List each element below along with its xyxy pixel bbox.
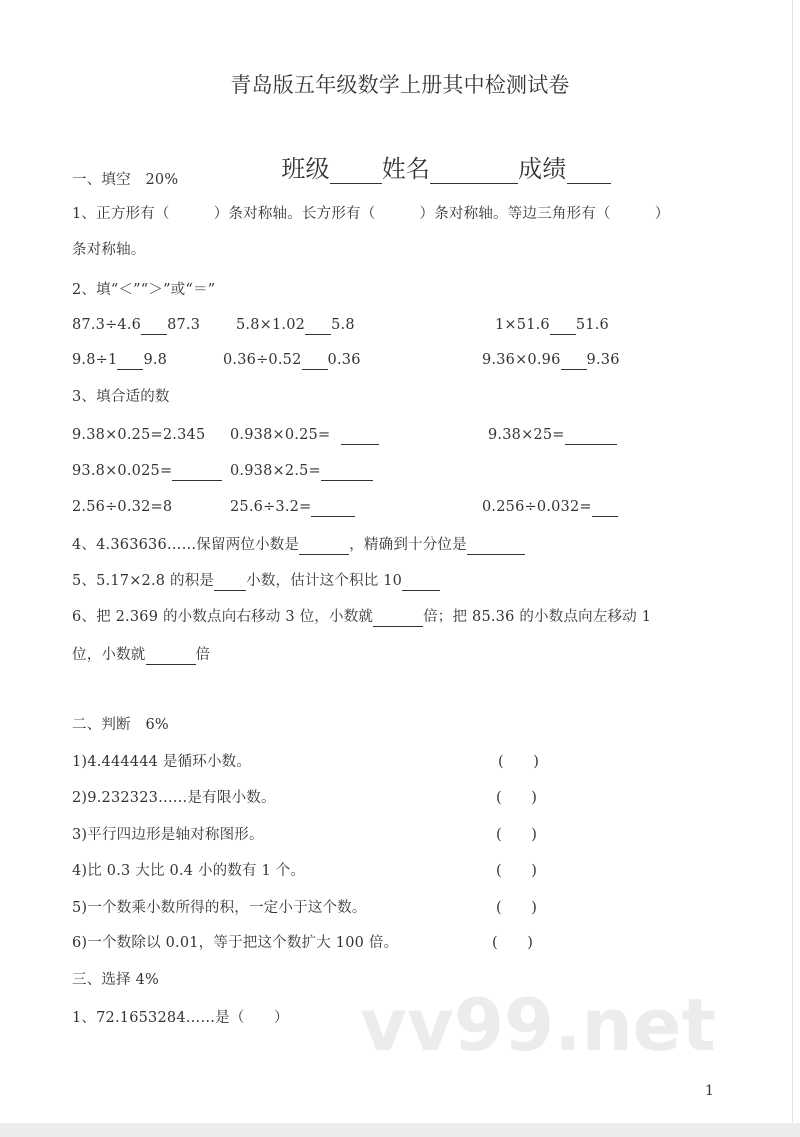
question-text: 3、填合适的数 <box>72 389 170 405</box>
question-text: 1、正方形有（ ）条对称轴。长方形有（ ）条对称轴。等边三角形有（ ） <box>72 206 670 222</box>
answer-blank[interactable] <box>565 426 617 445</box>
answer-blank[interactable] <box>141 316 167 335</box>
choice-question: 1、72.1653284……是（ ） <box>72 1010 289 1026</box>
section-heading: 三、选择 4% <box>72 972 160 988</box>
class-label: 班级 <box>281 155 330 183</box>
question-text: 6、把 2.369 的小数点向右移动 3 位，小数就 倍；把 85.36 的小数点向左移动 1 <box>72 609 652 625</box>
question-text: 4、4.363636……保留两位小数是 ，精确到十分位是 <box>72 535 525 555</box>
fill-item: 2.56÷0.32=8 <box>72 499 173 515</box>
name-label: 姓名 <box>381 155 431 183</box>
question-text: 5、5.17×2.8 的积是 小数，估计这个积比 10 <box>72 571 440 591</box>
student-info-line <box>250 124 611 214</box>
section-heading: 一、填空 20% <box>72 172 179 188</box>
fill-item: 9.38×25= <box>488 425 617 445</box>
answer-bracket[interactable]: ( ) <box>498 754 540 770</box>
compare-item: 1×51.6 51.6 <box>495 317 609 333</box>
judgment-item: 5)一个数乘小数所得的积，一定小于这个数。 <box>72 900 367 916</box>
judgment-item: 1)4.444444 是循环小数。 <box>72 754 252 770</box>
compare-item: 0.36÷0.52 0.36 <box>223 352 361 368</box>
answer-blank[interactable] <box>305 316 331 335</box>
viewer-background <box>0 1123 800 1137</box>
question-text: 2、填“＜”“＞”或“＝” <box>72 282 216 298</box>
answer-blank[interactable] <box>341 426 379 445</box>
answer-blank[interactable] <box>146 646 196 665</box>
answer-blank[interactable] <box>592 498 618 517</box>
fill-item: 0.256÷0.032= <box>482 497 618 517</box>
answer-blank[interactable] <box>311 498 355 517</box>
answer-blank[interactable] <box>321 462 373 481</box>
score-label: 成绩 <box>518 155 567 183</box>
compare-item: 87.3÷4.6 87.3 <box>72 317 201 333</box>
fill-item: 0.938×0.25= <box>230 425 379 445</box>
page-number: 1 <box>705 1083 714 1099</box>
judgment-item: 4)比 0.3 大比 0.4 小的数有 1 个。 <box>72 863 306 879</box>
answer-bracket[interactable]: ( ) <box>492 935 534 951</box>
section-heading: 二、判断 6% <box>72 717 169 733</box>
compare-item: 5.8×1.02 5.8 <box>236 317 355 333</box>
judgment-item: 6)一个数除以 0.01，等于把这个数扩大 100 倍。 <box>72 935 399 951</box>
answer-blank[interactable] <box>561 351 587 370</box>
class-blank[interactable] <box>330 157 382 184</box>
answer-bracket[interactable]: ( ) <box>496 827 538 843</box>
fill-item: 25.6÷3.2= <box>230 497 355 517</box>
compare-item: 9.36×0.96 9.36 <box>482 352 620 368</box>
answer-bracket[interactable]: ( ) <box>496 900 538 916</box>
watermark: vv99.net <box>360 983 716 1067</box>
answer-blank[interactable] <box>172 462 222 481</box>
fill-item: 9.38×0.25=2.345 <box>72 427 206 443</box>
answer-blank[interactable] <box>550 316 576 335</box>
answer-blank[interactable] <box>467 536 525 555</box>
judgment-item: 2)9.232323……是有限小数。 <box>72 790 276 806</box>
answer-blank[interactable] <box>214 572 246 591</box>
fill-item: 0.938×2.5= <box>230 461 373 481</box>
answer-bracket[interactable]: ( ) <box>496 790 538 806</box>
name-blank[interactable] <box>430 157 518 184</box>
page-title: 青岛版五年级数学上册其中检测试卷 <box>230 73 570 97</box>
judgment-item: 3)平行四边形是轴对称图形。 <box>72 827 264 843</box>
answer-bracket[interactable]: ( ) <box>496 863 538 879</box>
answer-blank[interactable] <box>117 351 143 370</box>
question-text: 条对称轴。 <box>72 242 146 258</box>
question-text: 位，小数就 倍 <box>72 647 211 663</box>
answer-blank[interactable] <box>299 536 349 555</box>
answer-blank[interactable] <box>402 572 440 591</box>
score-blank[interactable] <box>567 157 611 184</box>
compare-item: 9.8÷1 9.8 <box>72 352 168 368</box>
fill-item: 93.8×0.025= <box>72 461 222 481</box>
answer-blank[interactable] <box>302 351 328 370</box>
answer-blank[interactable] <box>373 608 423 627</box>
